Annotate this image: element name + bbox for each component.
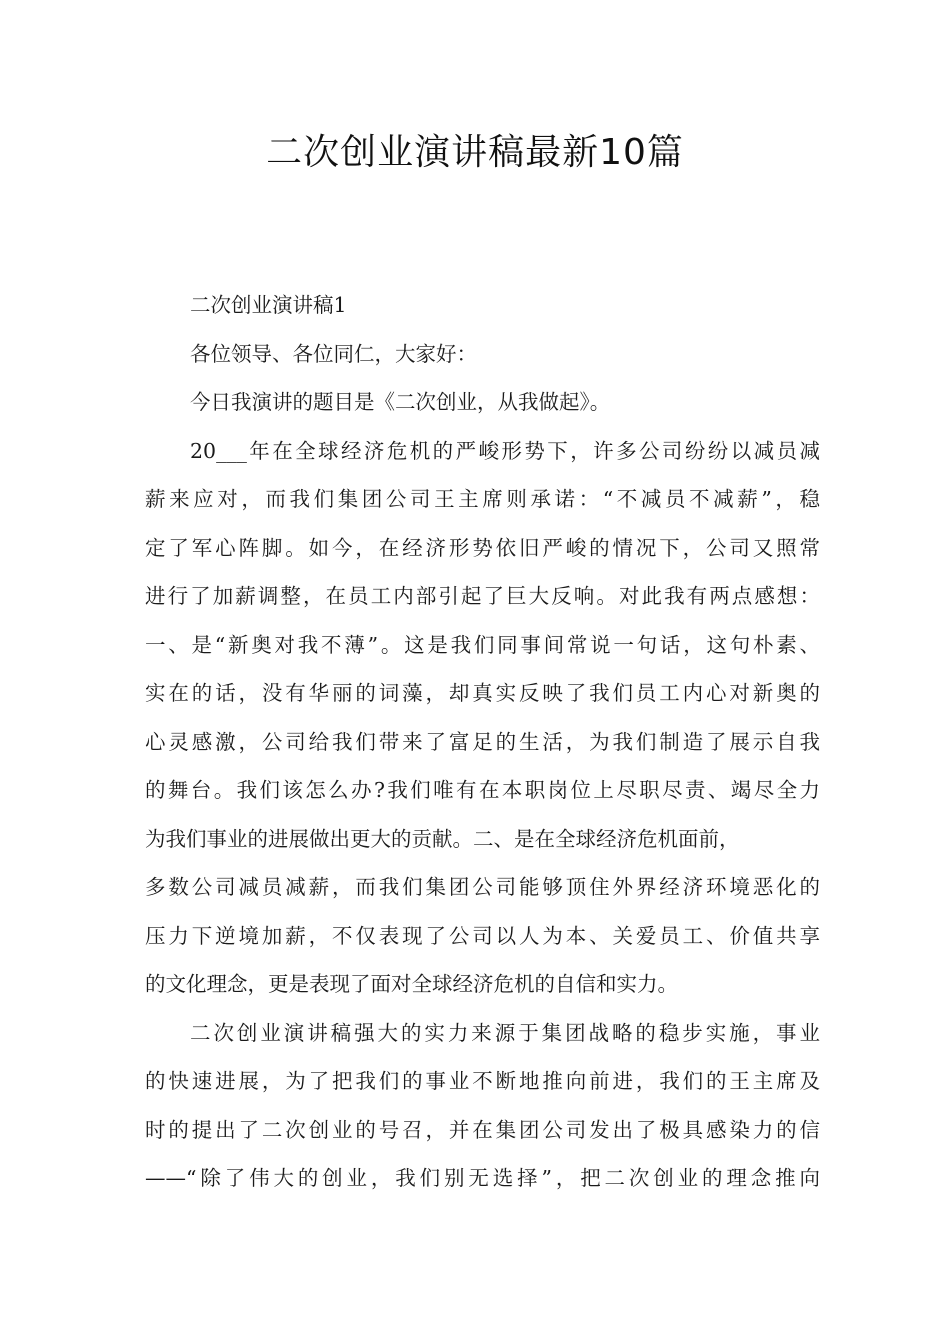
document-title: 二次创业演讲稿最新10篇 [266, 132, 684, 173]
text-line: 的舞台。我们该怎么办?我们唯有在本职岗位上尽职尽责、竭尽全力 [145, 778, 820, 802]
text-line: 实在的话，没有华丽的词藻，却真实反映了我们员工内心对新奥的 [145, 681, 820, 705]
text-line: 二次创业演讲稿强大的实力来源于集团战略的稳步实施，事业 [190, 1020, 820, 1045]
text-line: 的快速进展，为了把我们的事业不断地推向前进，我们的王主席及 [145, 1069, 820, 1093]
text-line: 定了军心阵脚。如今，在经济形势依旧严峻的情况下，公司又照常 [145, 535, 820, 560]
document-body [145, 281, 820, 1203]
salutation: 各位领导、各位同仁，大家好： [190, 341, 477, 366]
section-heading: 二次创业演讲稿1 [190, 293, 347, 317]
text-line: 压力下逆境加薪，不仅表现了公司以人为本、关爱员工、价值共享 [145, 923, 820, 948]
text-line: ——“除了伟大的创业，我们别无选择”，把二次创业的理念推向 [145, 1166, 820, 1190]
text-line: 为我们事业的进展做出更大的贡献。二、是在全球经济危机面前， [145, 826, 740, 851]
text-line: 一、是“新奥对我不薄”。这是我们同事间常说一句话，这句朴素、 [145, 632, 820, 657]
text-line: 今日我演讲的题目是《二次创业，从我做起》。 [190, 390, 611, 414]
text-line: 进行了加薪调整，在员工内部引起了巨大反响。对此我有两点感想： [145, 584, 820, 608]
text-line: 心灵感激，公司给我们带来了富足的生活，为我们制造了展示自我 [145, 729, 820, 754]
text-line: 多数公司减员减薪，而我们集团公司能够顶住外界经济环境恶化的 [145, 875, 820, 899]
text-line: 薪来应对，而我们集团公司王主席则承诺：“不减员不减薪”，稳 [145, 487, 820, 511]
text-line: 的文化理念，更是表现了面对全球经济危机的自信和实力。 [145, 972, 678, 996]
text-line: 20___年在全球经济危机的严峻形势下，许多公司纷纷以减员减 [190, 438, 820, 463]
text-line: 时的提出了二次创业的号召，并在集团公司发出了极具感染力的信 [145, 1117, 820, 1142]
